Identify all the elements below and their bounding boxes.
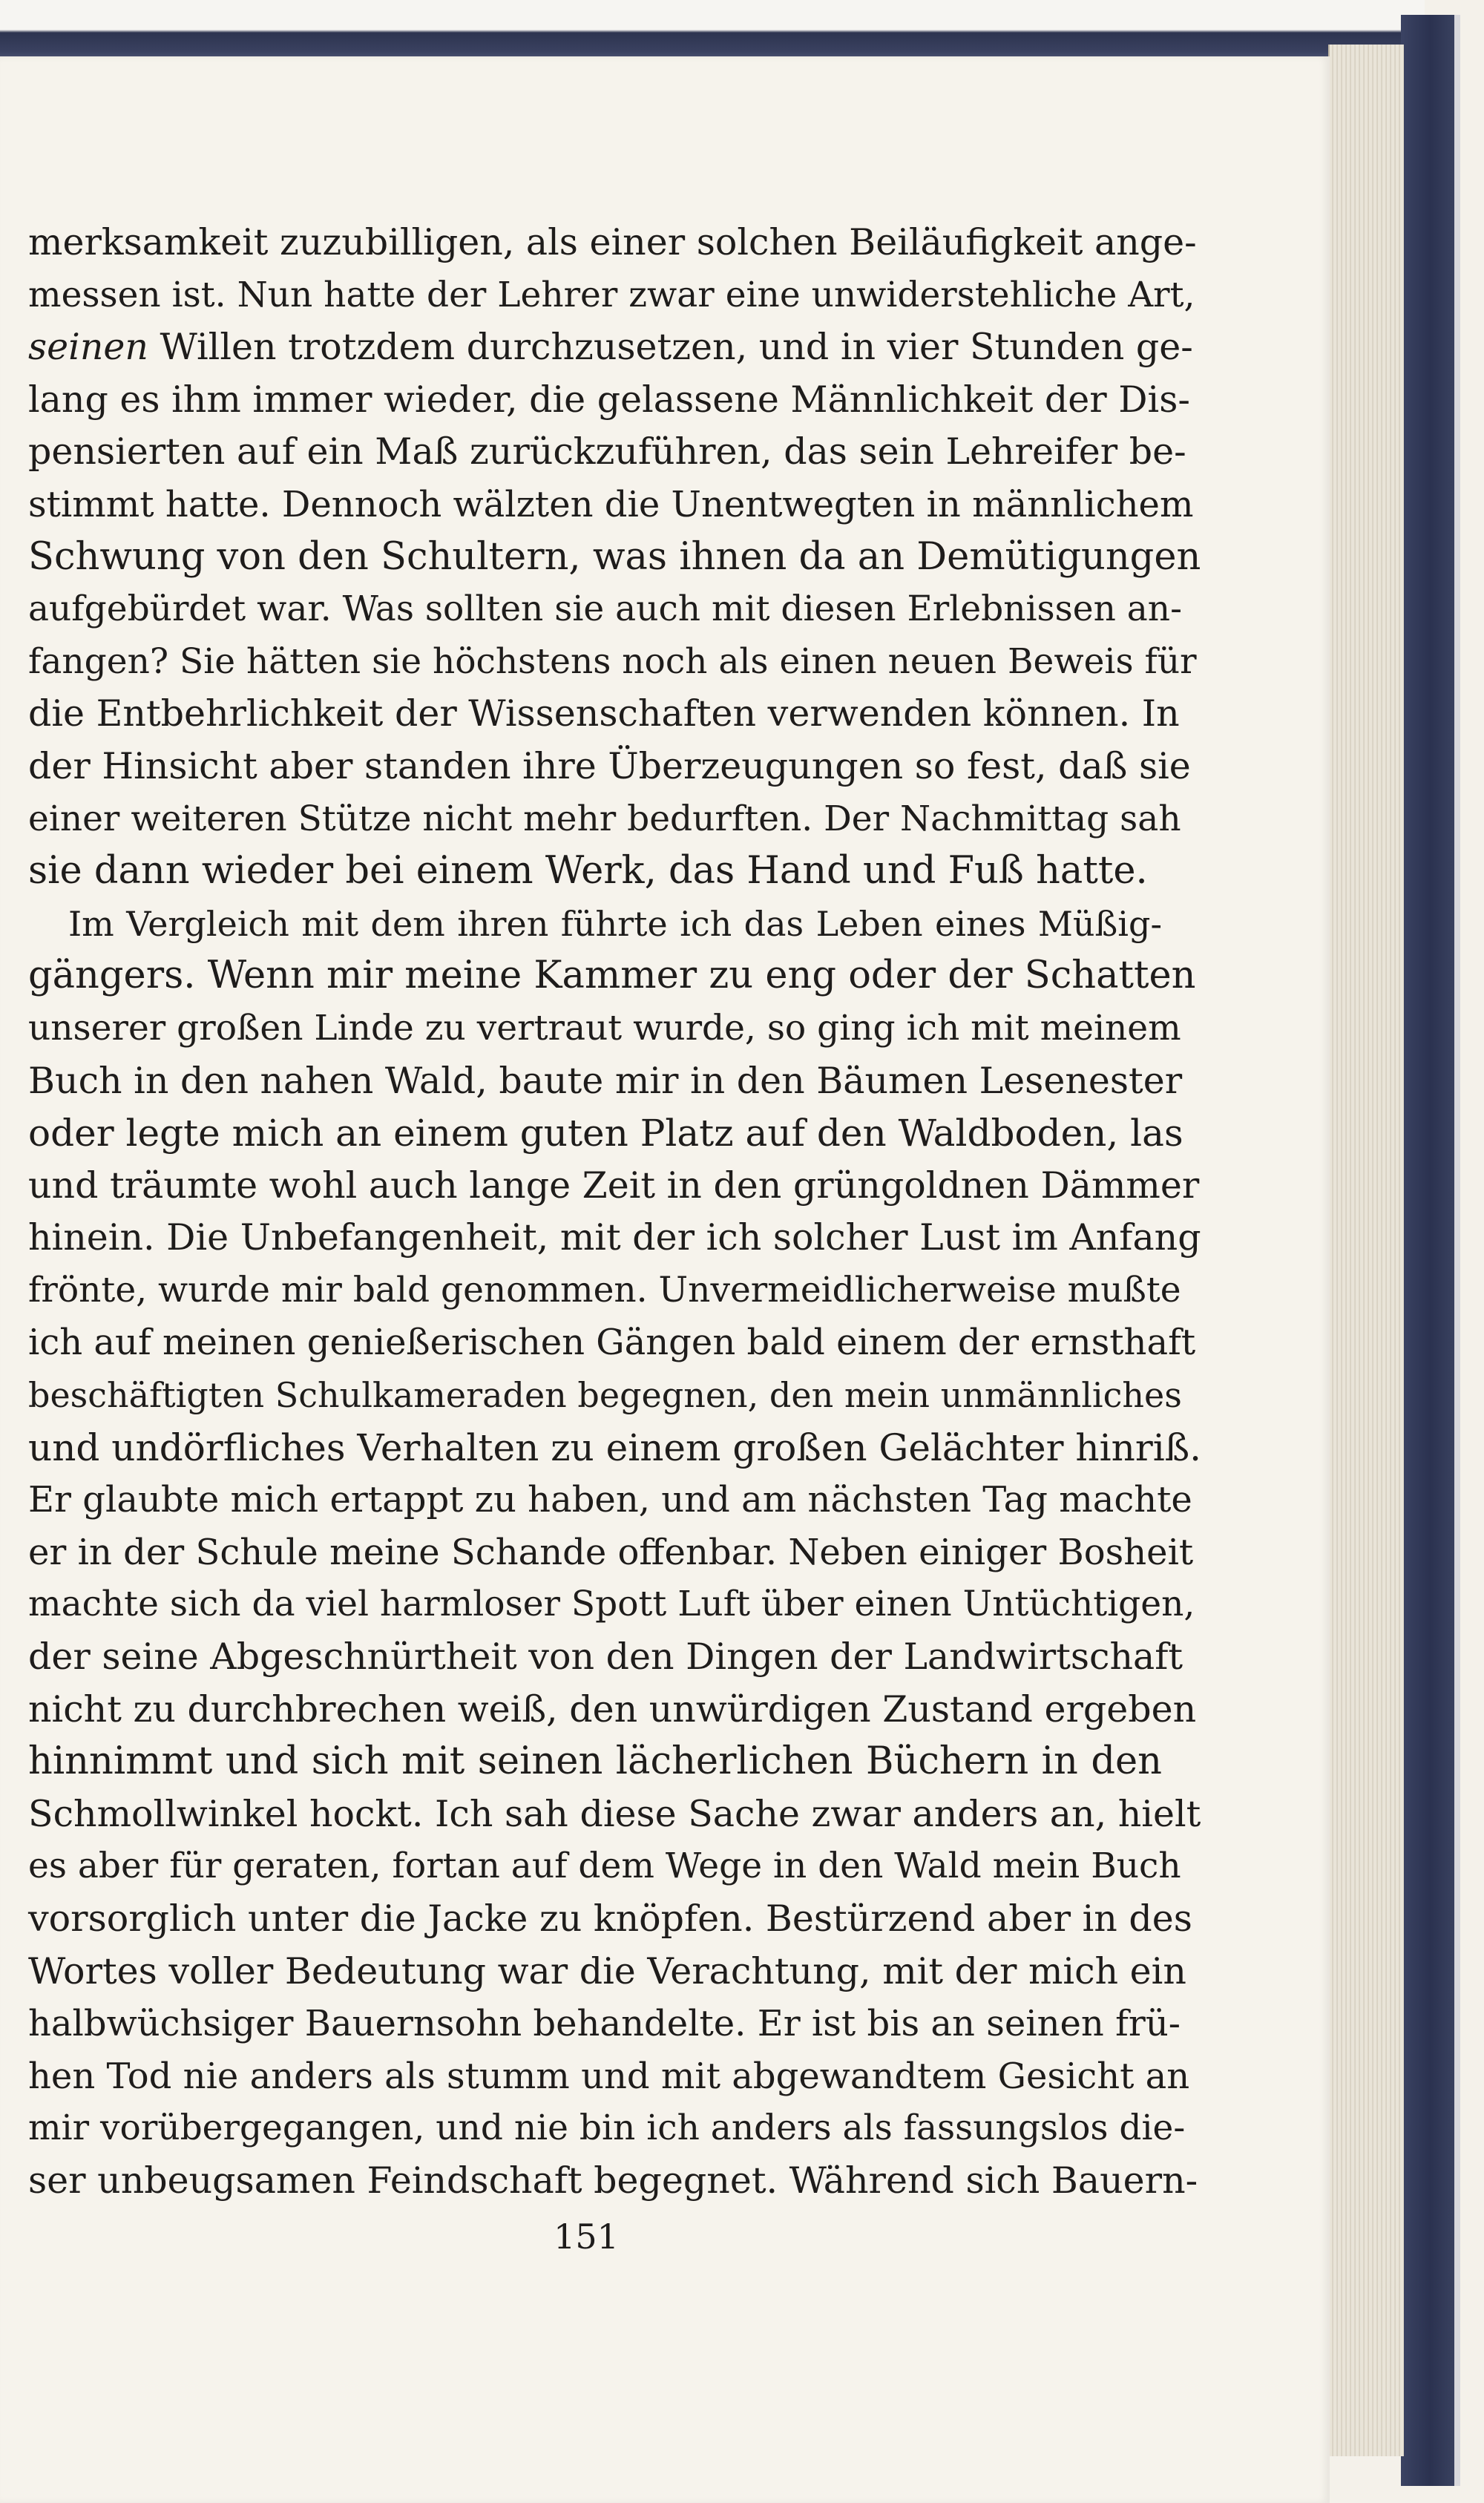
text-line: oder legte mich an einem guten Platz auf den Waldboden, las (28, 1112, 1183, 1155)
text-line: nicht zu durchbrechen weiß, den unwürdigen Zustand ergeben (28, 1687, 1197, 1731)
text-line: Schwung von den Schultern, was ihnen da an Demütigungen (28, 534, 1201, 579)
text-line: die Entbehrlichkeit der Wissenschaften verwenden können. In (28, 692, 1180, 735)
text-line: halbwüchsiger Bauernsohn behandelte. Er ist bis an seinen frü- (28, 2003, 1181, 2045)
book-page (0, 56, 1330, 2503)
text-line: fangen? Sie hätten sie höchstens noch als einen neuen Beweis für (28, 640, 1197, 682)
text-line: stimmt hatte. Dennoch wälzten die Unentwegten in männlichem (28, 483, 1194, 525)
text-line: Buch in den nahen Wald, baute mir in den Bäumen Lesenester (28, 1059, 1183, 1102)
text-line: hinein. Die Unbefangenheit, mit der ich solcher Lust im Anfang (28, 1216, 1201, 1259)
page-number: 151 (554, 2217, 619, 2257)
page-stack-edges (1328, 45, 1404, 2456)
text-line: ich auf meinen genießerischen Gängen bald einem der ernsthaft (28, 1322, 1196, 1364)
text-line: ser unbeugsamen Feindschaft begegnet. Während sich Bauern- (28, 2159, 1198, 2202)
text-line: mir vorübergegangen, und nie bin ich anders als fassungslos die- (28, 2107, 1186, 2149)
text-line: und undörfliches Verhalten zu einem großen Gelächter hinriß. (28, 1426, 1202, 1469)
text-line: hen Tod nie anders als stumm und mit abgewandtem Gesicht an (28, 2055, 1190, 2097)
book-cover-top-edge (0, 0, 1425, 58)
text-line: beschäftigten Schulkameraden begegnen, den mein unmännliches (28, 1375, 1182, 1416)
text-line: merksamkeit zuzubilligen, als einer solchen Beiläufigkeit ange- (28, 221, 1197, 263)
body-text (28, 217, 1202, 2208)
text-line: der seine Abgeschnürtheit von den Dingen der Landwirtschaft (28, 1636, 1183, 1679)
text-line: er in der Schule meine Schande offenbar. Neben einiger Bosheit (28, 1531, 1194, 1573)
text-line: Schmollwinkel hockt. Ich sah diese Sache zwar anders an, hielt (28, 1792, 1201, 1835)
text-line: Im Vergleich mit dem ihren führte ich das Leben eines Müßig- (68, 903, 1162, 944)
text-line: es aber für geraten, fortan auf dem Wege in den Wald mein Buch (28, 1846, 1181, 1887)
text-line: sie dann wieder bei einem Werk, das Hand und Fuß hatte. (28, 849, 1148, 893)
text-line: gängers. Wenn mir meine Kammer zu eng oder der Schatten (28, 954, 1196, 998)
text-line: machte sich da viel harmloser Spott Luft über einen Untüchtigen, (28, 1584, 1195, 1625)
text-line: Er glaubte mich ertappt zu haben, und am nächsten Tag machte (28, 1479, 1192, 1521)
text-line: und träumte wohl auch lange Zeit in den grüngoldnen Dämmer (28, 1164, 1200, 1207)
text-line: hinnimmt und sich mit seinen lächerlichen Büchern in den (28, 1739, 1162, 1784)
text-line: aufgebürdet war. Was sollten sie auch mit diesen Erlebnissen an- (28, 588, 1182, 630)
text-line: pensierten auf ein Maß zurückzuführen, das sein Lehreifer be- (28, 430, 1186, 473)
emphasis: seinen (28, 326, 148, 369)
text-line: einer weiteren Stütze nicht mehr bedurften. Der Nachmittag sah (28, 798, 1181, 839)
text-line: unserer großen Linde zu vertraut wurde, so ging ich mit meinem (28, 1007, 1181, 1049)
text-line: messen ist. Nun hatte der Lehrer zwar eine unwiderstehliche Art, (28, 274, 1195, 315)
text-line: seinen Willen trotzdem durchzusetzen, und in vier Stunden ge- (28, 326, 1193, 369)
text-line: vorsorglich unter die Jacke zu knöpfen. Bestürzend aber in des (28, 1897, 1192, 1940)
text-line: lang es ihm immer wieder, die gelassene Männlichkeit der Dis- (28, 378, 1190, 421)
text-line: Wortes voller Bedeutung war die Verachtung, mit der mich ein (28, 1949, 1186, 1992)
book-cover-spine-edge (1401, 15, 1460, 2486)
text-line: frönte, wurde mir bald genommen. Unvermeidlicherweise mußte (28, 1269, 1181, 1310)
text-line: der Hinsicht aber standen ihre Überzeugungen so fest, daß sie (28, 744, 1191, 787)
